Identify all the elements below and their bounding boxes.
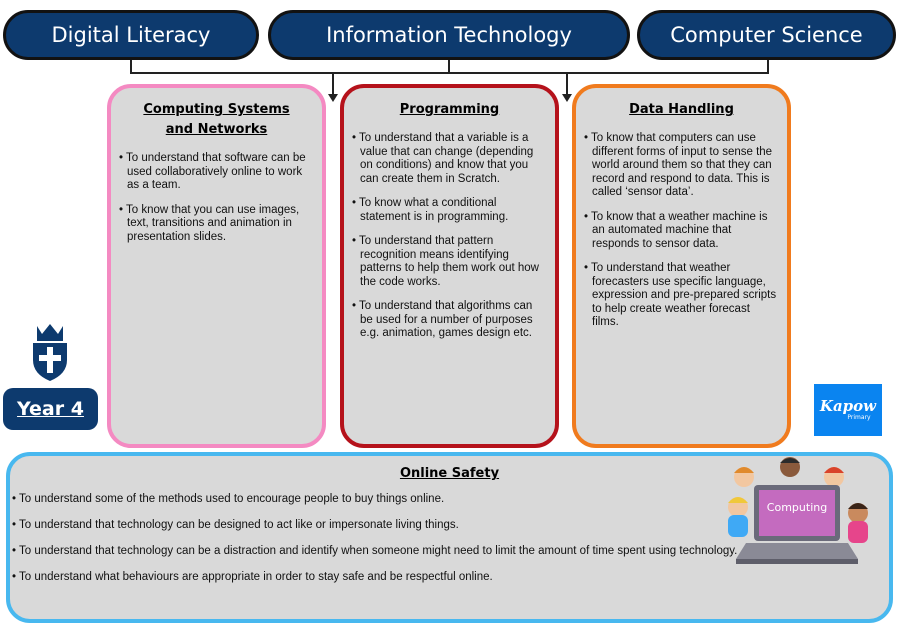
kapow-logo-subtext: Primary (847, 414, 871, 421)
panel-title: Data Handling (629, 102, 734, 117)
online-safety-item: • To understand some of the methods used to encourage people to buy things online. (12, 493, 445, 505)
panel-title: Programming (399, 102, 500, 117)
kapow-logo-text: Kapow (819, 397, 877, 415)
year-label: Year 4 (3, 388, 98, 430)
panel-item: • To understand that weather forecasters use specific language, expression and pre-prepared scripts to help create weather forecast films. (584, 262, 777, 328)
pill-information-technology: Information Technology (268, 10, 630, 60)
panel-item: • To know what a conditional statement is in programming. (352, 197, 509, 223)
panel-item: • To understand that a variable is a value that can change (depending on conditions) and know that you can create them in Scratch. (352, 132, 534, 185)
online-safety-item: • To understand what behaviours are appropriate in order to stay safe and be respectful online. (12, 571, 493, 583)
panel-item: • To know that computers can use different forms of input to sense the world around them so that they can record and respond to data. This is called ‘sensor data’. (584, 132, 773, 198)
panel-computing-systems (107, 84, 326, 448)
pill-computer-science: Computer Science (637, 10, 896, 60)
pill-digital-literacy: Digital Literacy (3, 10, 259, 60)
computing-laptop-illustration (722, 455, 872, 570)
panel-data-handling (572, 84, 791, 448)
online-safety-item: • To understand that technology can be a distraction and identify when someone might need to limit the amount of time spent using technology. (12, 545, 738, 557)
online-safety-title: Online Safety (399, 466, 500, 481)
online-safety-item: • To understand that technology can be designed to act like or impersonate living things. (12, 519, 459, 531)
arrow-left-shaft (332, 72, 334, 94)
arrow-left-head (328, 94, 338, 102)
panel-item: • To understand that algorithms can be used for a number of purposes e.g. animation, games design etc. (352, 300, 533, 339)
connector-horizontal (130, 72, 769, 74)
arrow-right-head (562, 94, 572, 102)
panel-item: • To know that you can use images, text, transitions and animation in presentation slides. (119, 203, 300, 243)
school-crest-icon (28, 322, 72, 382)
panel-item: • To understand that software can be used collaboratively online to work as a team. (119, 152, 306, 191)
panel-title: Computing Systems and Networks (143, 102, 290, 137)
panel-item: • To understand that pattern recognition means identifying patterns to help them work out how the code works. (352, 235, 539, 288)
arrow-right-shaft (566, 72, 568, 94)
kapow-logo (814, 384, 882, 436)
panel-programming (340, 84, 559, 448)
panel-item: • To know that a weather machine is an automated machine that responds to sensor data. (584, 210, 768, 250)
computing-label: Computing (766, 501, 828, 514)
